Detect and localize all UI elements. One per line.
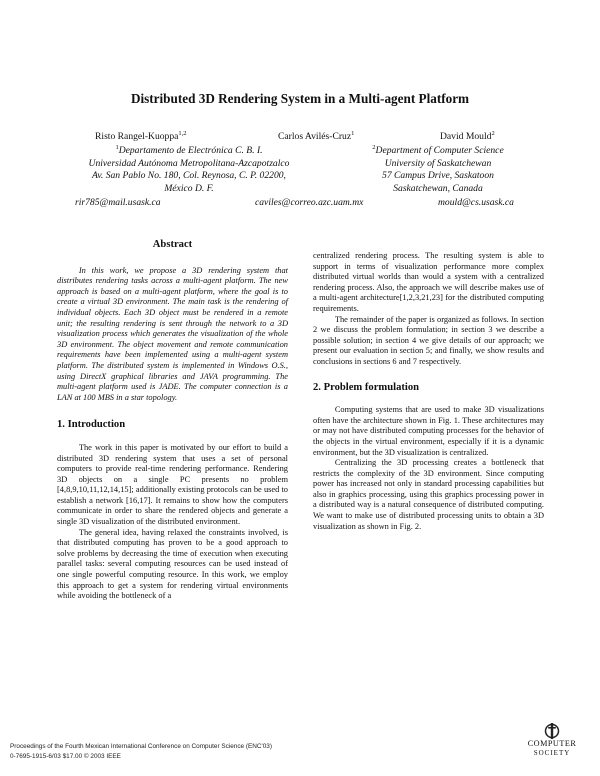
email-3: mould@cs.usask.ca [438,197,514,208]
proceedings-footer [10,742,272,761]
author-1: Risto Rangel-Kuoppa$^{1,2}$ [95,129,187,142]
email-2: caviles@correo.azc.uam.mx [255,197,364,208]
problem-heading: 2. Problem formulation [313,381,420,393]
problem-paragraph-1: Computing systems that are used to make 3D visualizations often have the architecture shown in Fig. 1. These architectures may or may not have distributed computing processes for the behavior of the objects in the virtual environment, especially if it is a dynamic environment, but the 3D visualization is centralized. [313,405,544,457]
affiliation-left: $^1$Departamento de Electrónica C. B. I. Universidad Autónoma Metropolitana-Azcapotzalco Av. San Pablo No. 180, Col. Reynosa, C. P. 02200, México D. F. [88,143,290,194]
organization-paragraph: The remainder of the paper is organized as follows. In section 2 we discuss the problem formulation; in section 3 we describe a possible solution; in section 4 we give details of our approach; we present our evaluation in section 5; and finally, we show results and conclusions in sections 6 and 7 respectively. [313,314,544,366]
footer-proceedings-line: Proceedings of the Fourth Mexican International Conference on Computer Science (ENC'03) [10,743,272,750]
logo-text-computer: COMPUTER [527,739,577,748]
introduction-heading: 1. Introduction [57,419,126,431]
abstract-heading: Abstract [152,239,193,250]
problem-paragraph-2: Centralizing the 3D processing creates a bottleneck that restricts the complexity of the 3D environment. Since computing power has increased not only in standard processing capabilities but also in graphics processing, using this graphics processing power in a distributed way is a natural consequence of distributed computing. We want to make use of distributed processing units to obtain a 3D visualization as shown in Fig. 2. [313,458,544,531]
computer-society-logo [514,722,590,757]
right-column [313,251,544,532]
introduction-continuation: centralized rendering process. The resulting system is able to support in terms of visualization performance more complex distributed virtual worlds than would a system with a centralized rendering process. Also, the approach we will describe makes use of a multi-agent architecture[1,2,3,21,23] for the distributed computing requirements. [313,251,544,313]
ieee-computer-society-logo-icon [544,722,560,740]
footer-copyright-line: 0-7695-1915-6/03 $17.00 © 2003 IEEE [10,752,121,760]
email-1: rir785@mail.usask.ca [75,197,161,208]
abstract-text: In this work, we propose a 3D rendering system that distributes rendering tasks across a multi-agent platform. The new approach is based on a multi-agent platform, where the goal is to create a virtual 3D environment. The main task is the rendering of individual objects. Each 3D object must be rendered in a remote unit; the resulting rendering is sent through the network to a 3D visualization process which generates the visualization of the whole 3D environment. The object movement and remote communication requirements have been implemented using a multi-agent system platform. The distributed system is implemented in Windows O.S., using DirectX graphical libraries and JAVA programming. The multi-agent platform used is JADE. The computer connection is a LAN at 100 MBS in a star topology. [57,265,288,402]
author-3: David Mould$^2$ [440,129,495,142]
affiliation-right: $^2$Department of Computer Science University of Saskatchewan 57 Campus Drive, Saskatoon Saskatchewan, Canada [372,143,504,194]
introduction-paragraph-2: The general idea, having relaxed the constraints involved, is that distributed computing has proven to be a good approach to solve problems by decreasing the time of execution when executing parallel tasks: several computing resources can be used instead of one single powerful computing resource. In this work, we employ this approach to get a system for rendering virtual environments while avoiding the bottleneck of a [57,527,288,601]
introduction-paragraph-1: The work in this paper is motivated by our effort to build a distributed 3D rendering system that uses a set of personal computers to provide real-time rendering performance. Rendering 3D objects on a single PC presents no problem [4,8,9,10,11,12,14,15]; additionally existing protocols can be used to establish a network [16,17]. It remains to show how the computers communicate in order to share the rendered objects and generate a single 3D visualization of the distributed environment. [57,442,288,527]
author-2: Carlos Avilés-Cruz$^1$ [278,129,355,142]
paper-title: Distributed 3D Rendering System in a Multi-agent Platform [130,91,470,106]
left-column [57,240,288,602]
logo-text-society: SOCIETY [533,748,571,757]
